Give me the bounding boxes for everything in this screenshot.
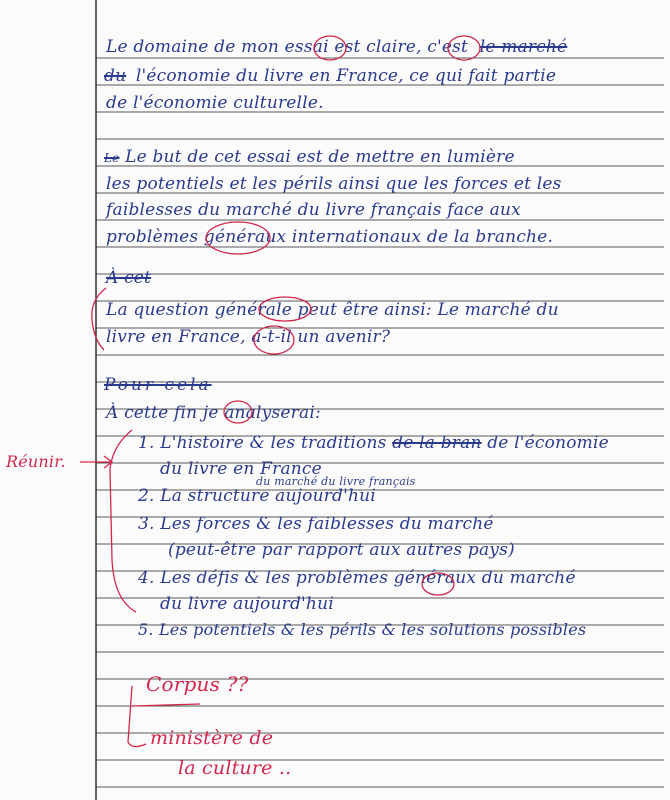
para2-line2: les potentiels et les périls ainsi que les forces et les	[106, 174, 562, 194]
ministere-note-line1: ministère de	[150, 727, 274, 749]
para1-line3: de l'économie culturelle.	[106, 93, 324, 113]
list-item-2	[138, 486, 376, 506]
para1-line1-struck: le marché	[479, 37, 568, 57]
para1-line2-struck: du	[104, 66, 127, 86]
para3-line2: livre en France, a-t-il un avenir?	[106, 327, 391, 347]
list-item-4-cont: du livre aujourd'hui	[160, 594, 334, 614]
list-item-4	[138, 568, 576, 588]
list-item-5	[138, 620, 586, 639]
list-item-3-cont: (peut-être par rapport aux autres pays)	[168, 540, 515, 560]
list-item-1-text-b: de l'économie	[487, 433, 609, 453]
list-item-2-text: La structure aujourd'hui	[160, 486, 376, 506]
para4-scribble: Pour cela	[104, 375, 212, 395]
para2-line3: faiblesses du marché du livre français face aux	[106, 200, 521, 220]
margin-note-reunir: Réunir.	[6, 452, 66, 471]
list-item-1-cont: du livre en France	[160, 459, 322, 479]
list-item-1-number: 1.	[138, 433, 155, 453]
list-item-4-text: Les défis & les problèmes généraux du marché	[160, 568, 576, 588]
list-item-2-insertion: du marché du livre français	[256, 475, 416, 488]
para2-line1	[104, 147, 515, 167]
para1-line1-text: Le domaine de mon essai est claire, c'est	[106, 37, 469, 57]
list-item-5-number: 5.	[138, 620, 154, 639]
para2-line4: problèmes généraux internationaux de la branche.	[106, 227, 554, 247]
para1-line2	[104, 66, 556, 86]
list-item-1-struck: de la bran	[392, 433, 482, 453]
list-item-1-text: L'histoire & les traditions	[160, 433, 387, 453]
list-item-3	[138, 514, 494, 534]
para3-line1: La question générale peut être ainsi: Le marché du	[106, 300, 559, 320]
list-item-4-number: 4.	[138, 568, 155, 588]
para1-line2-text: l'économie du livre en France, ce qui fait partie	[135, 66, 557, 86]
list-item-2-number: 2.	[138, 486, 155, 506]
list-item-1	[138, 433, 609, 453]
para3-struck-heading: À cet	[106, 268, 152, 288]
corpus-note: Corpus ??	[146, 672, 249, 696]
ministere-note-line2: la culture ..	[178, 757, 292, 779]
list-item-3-text: Les forces & les faiblesses du marché	[160, 514, 494, 534]
list-item-3-number: 3.	[138, 514, 155, 534]
list-item-5-text: Les potentiels & les périls & les solutions possibles	[158, 620, 587, 639]
para2-struck-prefix: Le	[104, 151, 120, 165]
para1-line1	[106, 37, 567, 57]
para4-intro: À cette fin je analyserai:	[106, 403, 321, 423]
para2-line1-text: Le but de cet essai est de mettre en lumière	[125, 147, 515, 167]
